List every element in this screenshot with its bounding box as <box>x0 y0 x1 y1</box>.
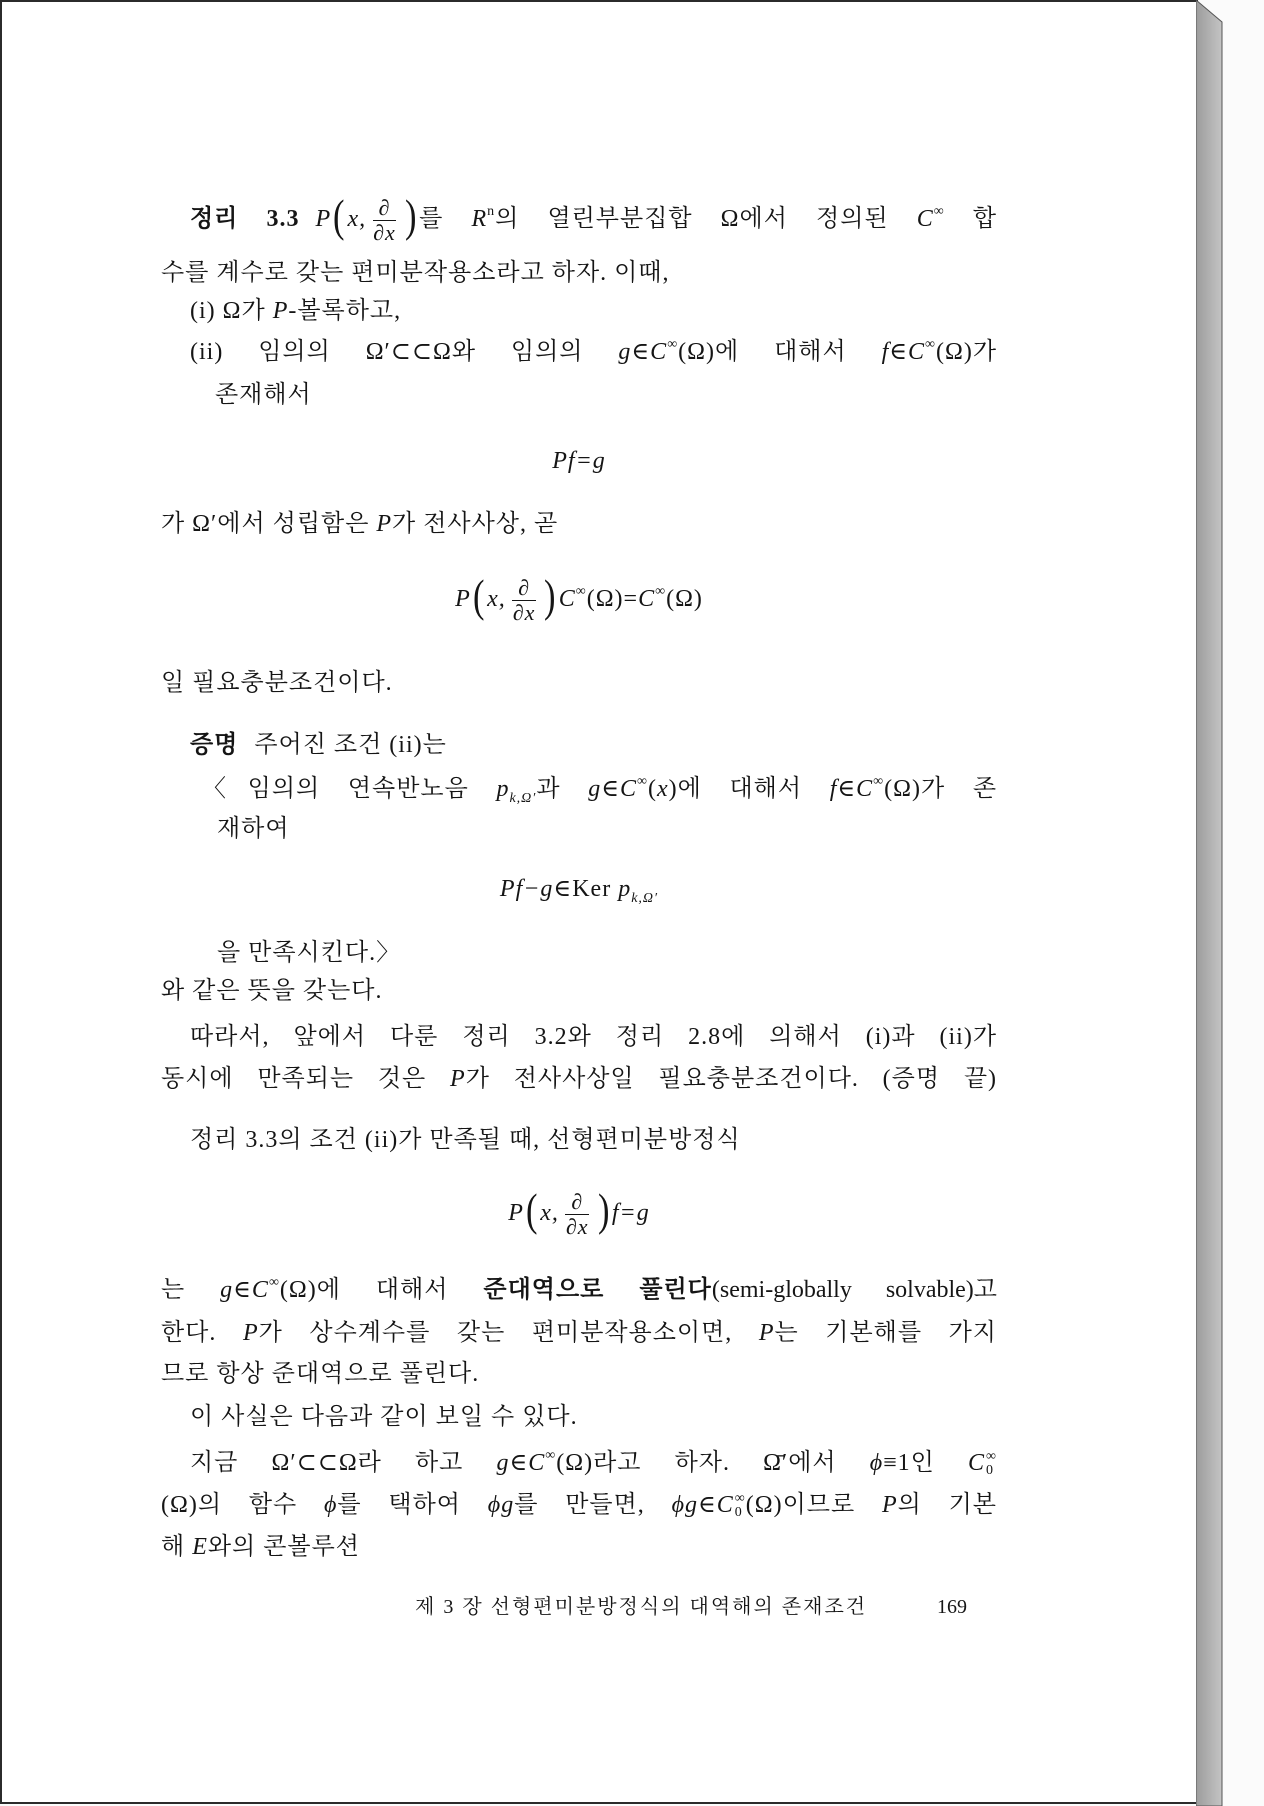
bold-term: 준대역으로 풀린다 <box>483 1277 712 1303</box>
display-equation-4 <box>161 1185 997 1241</box>
remark-line-2 <box>161 1270 997 1310</box>
theorem-line-1 <box>190 191 997 247</box>
math-symbol: x, <box>347 206 367 232</box>
paren: ) <box>544 570 557 622</box>
text-run: 는 기본해를 가지 <box>774 1320 997 1346</box>
math-symbol: P <box>508 1200 524 1226</box>
display-equation-1: Pf=g <box>552 448 606 474</box>
proof-line-2 <box>202 769 997 809</box>
remark-line-3 <box>161 1313 997 1353</box>
theorem-line-9: 일 필요충분조건이다. <box>161 670 393 696</box>
text-run: (Ω) <box>666 586 703 612</box>
superscript: n <box>487 204 496 219</box>
superscript: ∞ <box>667 337 679 352</box>
text-run: 가 상수계수를 갖는 편미분작용소이면, <box>258 1320 759 1346</box>
math-symbol: C <box>638 586 656 612</box>
text-run: 의 열린부분집합 Ω에서 정의된 <box>495 206 917 232</box>
math-symbol: p <box>618 876 632 902</box>
running-footer-chapter: 제 3 장 선형편미분방정식의 대역해의 존재조건 <box>415 1596 868 1618</box>
proof-line-3: 재하여 <box>217 816 290 842</box>
math-symbol: P <box>455 586 471 612</box>
text-run: -볼록하고, <box>288 298 402 324</box>
fraction-denominator: ∂x <box>512 599 536 625</box>
math-symbol: E <box>192 1534 208 1560</box>
math-symbol: Ω̄′ <box>763 1450 789 1476</box>
text-run: 가 Ω′에서 성립함은 <box>161 511 377 537</box>
page-edge-shadow <box>1196 0 1226 1806</box>
text-run: (Ω)의 함수 <box>161 1492 324 1518</box>
superscript: ∞ <box>575 584 587 599</box>
text-run: 과 <box>536 776 589 802</box>
remark-line-5: 이 사실은 다음과 같이 보일 수 있다. <box>190 1404 578 1430</box>
text-run: 합 <box>944 206 998 232</box>
math-symbol: P <box>242 1320 259 1346</box>
theorem-line-2: 수를 계수로 갖는 편미분작용소라고 하자. 이때, <box>161 260 670 286</box>
math-symbol: P <box>450 1066 466 1092</box>
math-symbol: C <box>558 586 576 612</box>
text-run: (ii) 임의의 Ω′⊂⊂Ω와 임의의 <box>190 339 619 365</box>
math-symbol: Pf−g∈ <box>499 876 573 902</box>
condition-ii <box>190 332 997 372</box>
fraction-numerator: ∂ <box>512 576 536 601</box>
display-equation-2 <box>161 571 997 627</box>
text-run: (Ω)가 존 <box>884 776 998 802</box>
math-symbol: x, <box>487 586 506 612</box>
math-symbol: P <box>881 1492 898 1518</box>
theorem-line-7 <box>161 504 558 544</box>
remark-line-1: 정리 3.3의 조건 (ii)가 만족될 때, 선형편미분방정식 <box>190 1127 741 1153</box>
text-run: 를 <box>419 206 472 232</box>
math-symbol: g∈C <box>220 1277 269 1303</box>
math-symbol: x, <box>540 1200 559 1226</box>
subscript: k,Ω′ <box>509 791 537 806</box>
math-symbol: g∈C <box>496 1450 546 1476</box>
math-symbol: R <box>471 206 488 232</box>
theorem-label: 정리 3.3 <box>190 206 300 232</box>
text-run: 를 만들면, <box>514 1492 672 1518</box>
fraction <box>509 576 540 625</box>
subscript: 0 <box>734 1505 743 1521</box>
subscript: k,Ω′ <box>631 891 659 906</box>
fraction-denominator: ∂x <box>373 219 396 245</box>
math-symbol: ϕg <box>487 1492 515 1518</box>
superscript: ∞ <box>933 204 945 219</box>
text-run: 주어진 조건 (ii)는 <box>254 732 447 758</box>
text-run: 동시에 만족되는 것은 <box>161 1066 451 1092</box>
fraction-numerator: ∂ <box>373 196 397 221</box>
text-run: Ker <box>572 876 619 902</box>
text-run: )에 대해서 <box>668 776 830 802</box>
text-run: (Ω)이므로 <box>745 1492 882 1518</box>
remark-line-6 <box>190 1443 997 1483</box>
text-run: ≡1인 <box>883 1450 968 1476</box>
math-symbol: f∈C <box>881 339 926 365</box>
fraction <box>562 1190 593 1239</box>
remark-line-4: 므로 항상 준대역으로 풀린다. <box>161 1361 480 1387</box>
proof-line-5: 와 같은 뜻을 갖는다. <box>161 978 383 1004</box>
remark-line-8 <box>161 1527 360 1567</box>
text-run: 는 <box>161 1277 221 1303</box>
superscript: ∞ <box>873 774 885 789</box>
paren: ( <box>525 1184 539 1236</box>
paren: ) <box>404 190 418 242</box>
text-run: (Ω)라고 하자. <box>556 1450 764 1476</box>
display-equation-3 <box>161 869 997 909</box>
remark-line-7 <box>161 1485 997 1525</box>
proof-line-7 <box>161 1059 997 1099</box>
text-run: 지금 Ω′⊂⊂Ω라 하고 <box>190 1450 497 1476</box>
math-symbol: P <box>758 1320 775 1346</box>
proof-label: 증명 <box>190 732 239 758</box>
fraction-denominator: ∂x <box>565 1213 589 1239</box>
text-run: 의 기본 <box>897 1492 997 1518</box>
condition-ii-continued: 존재해서 <box>215 382 312 408</box>
math-symbol: P <box>376 511 393 537</box>
sub-superscript <box>986 1450 997 1478</box>
proof-line-1 <box>190 725 447 765</box>
math-symbol: ϕ <box>324 1492 338 1518</box>
text-run: 가 전사사상일 필요충분조건이다. (증명 끝) <box>465 1066 997 1092</box>
condition-i <box>190 291 401 331</box>
text-run: 〈임의의 연속반노음 <box>202 776 497 802</box>
subscript: 0 <box>986 1463 995 1479</box>
fraction-numerator: ∂ <box>565 1190 589 1215</box>
text-run: 한다. <box>161 1320 243 1346</box>
text-run: (i) Ω가 <box>190 298 273 324</box>
sub-superscript <box>735 1492 746 1520</box>
math-symbol: f∈C <box>829 776 874 802</box>
text-run: 를 택하여 <box>337 1492 488 1518</box>
fraction <box>369 196 400 245</box>
text-run: (Ω)에 대해서 <box>678 339 882 365</box>
superscript: ∞ <box>986 1449 997 1465</box>
proof-line-4: 을 만족시킨다.〉 <box>217 940 402 966</box>
math-symbol: x <box>657 776 669 802</box>
page-number: 169 <box>937 1596 967 1618</box>
paren: ( <box>333 190 346 242</box>
text-run: 에서 <box>788 1450 870 1476</box>
text-run: (Ω)에 대해서 <box>279 1277 484 1303</box>
paren: ) <box>597 1184 610 1236</box>
math-symbol: p <box>496 776 510 802</box>
math-symbol: P <box>315 206 332 232</box>
superscript: ∞ <box>734 1491 746 1507</box>
text-run: (semi-globally solvable)고 <box>711 1277 997 1303</box>
math-symbol: ϕ <box>869 1450 884 1476</box>
superscript: ∞ <box>655 584 667 599</box>
math-symbol: g∈C <box>618 339 668 365</box>
math-symbol: g∈C <box>588 776 638 802</box>
superscript: ∞ <box>268 1275 280 1290</box>
superscript: ∞ <box>637 774 648 789</box>
text-run: 가 전사사상, 곧 <box>392 511 559 537</box>
text-run: 와의 콘볼루션 <box>207 1534 360 1560</box>
text-run: (Ω)가 <box>936 339 998 365</box>
paren: ( <box>472 570 486 622</box>
math-symbol: C <box>916 206 934 232</box>
superscript: ∞ <box>545 1448 557 1463</box>
superscript: ∞ <box>925 337 936 352</box>
math-symbol: ϕg∈C <box>671 1492 734 1518</box>
proof-line-6: 따라서, 앞에서 다룬 정리 3.2와 정리 2.8에 의해서 (i)과 (ii)가 <box>190 1024 997 1050</box>
text-run: 해 <box>161 1534 193 1560</box>
math-symbol: C <box>968 1450 986 1476</box>
text-run: (Ω)= <box>586 586 639 612</box>
math-symbol: P <box>272 298 289 324</box>
math-symbol: f=g <box>611 1200 650 1226</box>
text-run: ( <box>648 776 657 802</box>
